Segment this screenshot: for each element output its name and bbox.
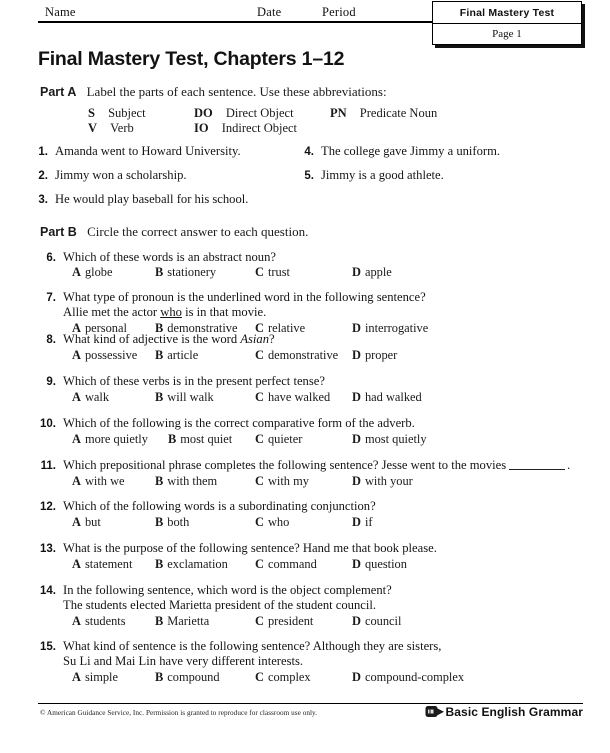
abbr-meaning-predicate-noun: Predicate Noun [359, 106, 438, 120]
choice-value-13-d: question [364, 557, 407, 571]
question-number-6: 6. [46, 252, 56, 264]
choice-letter-8-d: D [352, 348, 361, 362]
part-b-instructions: Circle the correct answer to each question. [87, 224, 309, 239]
choice-value-7-b: demonstrative [167, 321, 238, 335]
part-a-instructions: Label the parts of each sentence. Use these abbreviations: [86, 84, 387, 99]
choice-13-a[interactable] [72, 557, 132, 572]
copyright-notice: © American Guidance Service, Inc. Permission is granted to reproduce for classroom use only. [40, 709, 318, 717]
choice-value-14-d: council [364, 614, 402, 628]
abbreviation-predicate-noun [330, 106, 437, 121]
choice-9-c[interactable] [255, 390, 330, 405]
choice-letter-6-d: D [352, 265, 361, 279]
question-number-15: 15. [40, 641, 56, 653]
question-text-8 [63, 332, 275, 347]
choice-6-d[interactable] [352, 265, 392, 280]
choice-letter-10-b: B [168, 432, 177, 446]
choice-15-b[interactable] [155, 670, 220, 685]
choice-12-a[interactable] [72, 515, 101, 530]
question-number-3: 3. [38, 194, 48, 206]
choice-letter-7-c: C [255, 321, 264, 335]
choice-letter-12-b: B [155, 515, 164, 529]
choice-14-a[interactable] [72, 614, 126, 629]
part-a-label: Part A [40, 85, 77, 99]
choice-value-13-c: command [267, 557, 317, 571]
choice-value-7-a: personal [84, 321, 127, 335]
choice-value-9-d: had walked [364, 390, 422, 404]
question-8-post: ? [269, 332, 275, 346]
choice-value-11-b: with them [167, 474, 218, 488]
choice-letter-14-a: A [72, 614, 81, 628]
choice-value-8-a: possessive [84, 348, 138, 362]
choice-letter-8-c: C [255, 348, 264, 362]
question-text-15: What kind of sentence is the following sentence? Although they are sisters, [63, 639, 442, 653]
question-text-7: What type of pronoun is the underlined word in the following sentence? [63, 290, 426, 304]
abbr-code-io: IO [194, 121, 209, 135]
question-text-2: Jimmy won a scholarship. [55, 168, 187, 182]
question-number-14: 14. [40, 585, 56, 597]
choice-value-9-a: walk [84, 390, 110, 404]
question-number-9: 9. [46, 376, 56, 388]
question-text-13: What is the purpose of the following sentence? Hand me that book please. [63, 541, 437, 555]
choice-8-b[interactable] [155, 348, 198, 363]
test-name-label: Final Mastery Test [433, 2, 581, 24]
choice-value-14-a: students [84, 614, 126, 628]
question-sentence-14: The students elected Marietta president of the student council. [63, 598, 376, 612]
choice-letter-8-a: A [72, 348, 81, 362]
choice-letter-6-a: A [72, 265, 81, 279]
choice-value-15-d: compound-complex [364, 670, 465, 684]
question-11-post: . [567, 458, 571, 472]
part-a-heading [40, 84, 387, 100]
abbr-code-pn: PN [330, 106, 347, 120]
choice-value-12-d: if [364, 515, 373, 529]
question-number-1: 1. [38, 146, 48, 158]
choice-10-a[interactable] [72, 432, 148, 447]
choice-value-11-d: with your [364, 474, 413, 488]
name-field-label: Name [45, 5, 76, 19]
choice-letter-15-a: A [72, 670, 81, 684]
choice-letter-15-d: D [352, 670, 361, 684]
question-number-7: 7. [46, 292, 56, 304]
choice-value-12-c: who [267, 515, 290, 529]
choice-9-a[interactable] [72, 390, 109, 405]
choice-10-b[interactable] [168, 432, 232, 447]
choice-letter-11-c: C [255, 474, 264, 488]
choice-11-a[interactable] [72, 474, 125, 489]
choice-value-8-d: proper [364, 348, 398, 362]
choice-6-c[interactable] [255, 265, 290, 280]
abbr-code-do: DO [194, 106, 213, 120]
header-rule [38, 21, 448, 23]
abbreviation-verb [88, 121, 134, 136]
choice-value-6-d: apple [364, 265, 392, 279]
abbreviation-subject [88, 106, 146, 121]
choice-value-10-a: more quietly [84, 432, 148, 446]
choice-value-14-c: president [267, 614, 314, 628]
choice-letter-10-d: D [352, 432, 361, 446]
choice-6-a[interactable] [72, 265, 112, 280]
choice-letter-13-b: B [155, 557, 164, 571]
choice-value-8-c: demonstrative [267, 348, 339, 362]
date-field-label: Date [257, 5, 282, 19]
publisher-logo-icon [425, 705, 445, 719]
question-text-10: Which of the following is the correct comparative form of the adverb. [63, 416, 415, 430]
choice-value-12-b: both [167, 515, 190, 529]
question-text-3: He would play baseball for his school. [55, 192, 249, 206]
choice-letter-14-d: D [352, 614, 361, 628]
choice-value-9-c: have walked [267, 390, 331, 404]
sentence-7-pre: Allie met the actor [63, 305, 161, 319]
choice-letter-15-b: B [155, 670, 164, 684]
question-number-11: 11. [40, 460, 56, 472]
choice-value-10-d: most quietly [364, 432, 427, 446]
question-number-13: 13. [40, 543, 56, 555]
question-text-4: The college gave Jimmy a uniform. [321, 144, 501, 158]
choice-value-9-b: will walk [167, 390, 214, 404]
question-sentence-7 [63, 305, 266, 320]
choice-value-7-c: relative [267, 321, 306, 335]
question-text-14: In the following sentence, which word is the object complement? [63, 583, 392, 597]
underlined-word-7: who [160, 305, 182, 319]
choice-value-11-a: with we [84, 474, 125, 488]
choice-value-15-c: complex [267, 670, 311, 684]
choice-letter-7-b: B [155, 321, 164, 335]
choice-12-d[interactable] [352, 515, 373, 530]
choice-letter-9-c: C [255, 390, 264, 404]
question-text-9: Which of these verbs is in the present perfect tense? [63, 374, 325, 388]
abbr-meaning-indirect-object: Indirect Object [221, 121, 298, 135]
choice-letter-12-a: A [72, 515, 81, 529]
test-identifier-box [432, 1, 582, 45]
choice-15-d[interactable] [352, 670, 464, 685]
abbr-code-s: S [88, 106, 95, 120]
sentence-7-post: is in that movie. [181, 305, 267, 319]
part-b-label: Part B [40, 225, 77, 239]
choice-value-7-d: interrogative [364, 321, 429, 335]
italic-word-8: Asian [240, 332, 269, 346]
choice-value-13-b: exclamation [167, 557, 228, 571]
choice-value-15-a: simple [84, 670, 118, 684]
choice-letter-14-b: B [155, 614, 164, 628]
choice-14-d[interactable] [352, 614, 401, 629]
choice-8-c[interactable] [255, 348, 338, 363]
question-text-6: Which of these words is an abstract noun? [63, 250, 276, 264]
choice-letter-10-a: A [72, 432, 81, 446]
abbr-meaning-verb: Verb [110, 121, 134, 135]
choice-value-14-b: Marietta [167, 614, 210, 628]
abbr-code-v: V [88, 121, 98, 135]
page-header [0, 0, 610, 46]
question-text-1: Amanda went to Howard University. [55, 144, 241, 158]
choice-letter-7-a: A [72, 321, 81, 335]
choice-11-b[interactable] [155, 474, 217, 489]
choice-7-d[interactable] [352, 321, 428, 336]
choice-15-a[interactable] [72, 670, 118, 685]
question-8-pre: What kind of adjective is the word [63, 332, 241, 346]
choice-13-b[interactable] [155, 557, 228, 572]
question-number-12: 12. [40, 501, 56, 513]
question-number-8: 8. [46, 334, 56, 346]
choice-letter-12-c: C [255, 515, 264, 529]
question-text-5: Jimmy is a good athlete. [321, 168, 444, 182]
choice-12-b[interactable] [155, 515, 189, 530]
question-number-4: 4. [304, 146, 314, 158]
choice-value-11-c: with my [267, 474, 309, 488]
choice-letter-6-b: B [155, 265, 164, 279]
choice-letter-10-c: C [255, 432, 264, 446]
choice-value-6-c: trust [267, 265, 290, 279]
choice-14-c[interactable] [255, 614, 313, 629]
choice-12-c[interactable] [255, 515, 289, 530]
choice-14-b[interactable] [155, 614, 209, 629]
choice-13-c[interactable] [255, 557, 317, 572]
choice-10-c[interactable] [255, 432, 302, 447]
choice-8-d[interactable] [352, 348, 397, 363]
choice-9-b[interactable] [155, 390, 214, 405]
choice-11-d[interactable] [352, 474, 413, 489]
abbreviation-direct-object [194, 106, 294, 121]
choice-letter-14-c: C [255, 614, 264, 628]
page-number-label: Page 1 [492, 28, 522, 40]
brand-title: Basic English Grammar [445, 705, 583, 719]
choice-letter-9-b: B [155, 390, 164, 404]
question-sentence-15: Su Li and Mai Lin have very different interests. [63, 654, 304, 668]
choice-value-13-a: statement [84, 557, 133, 571]
choice-letter-13-d: D [352, 557, 361, 571]
choice-value-6-a: globe [84, 265, 113, 279]
choice-value-15-b: compound [167, 670, 220, 684]
choice-letter-13-a: A [72, 557, 81, 571]
question-text-11 [63, 458, 570, 473]
abbr-meaning-direct-object: Direct Object [225, 106, 294, 120]
choice-letter-9-d: D [352, 390, 361, 404]
period-field-label: Period [322, 5, 356, 19]
choice-letter-11-a: A [72, 474, 81, 488]
choice-8-a[interactable] [72, 348, 137, 363]
page-title: Final Mastery Test, Chapters 1–12 [38, 48, 345, 70]
fill-in-blank-11[interactable] [509, 459, 565, 470]
choice-letter-13-c: C [255, 557, 264, 571]
question-11-pre: Which prepositional phrase completes the following sentence? Jesse went to the movies [63, 458, 507, 472]
choice-15-c[interactable] [255, 670, 311, 685]
choice-letter-8-b: B [155, 348, 164, 362]
choice-value-10-b: most quiet [180, 432, 233, 446]
choice-9-d[interactable] [352, 390, 422, 405]
choice-10-d[interactable] [352, 432, 427, 447]
abbr-meaning-subject: Subject [108, 106, 146, 120]
choice-letter-6-c: C [255, 265, 264, 279]
choice-letter-9-a: A [72, 390, 81, 404]
abbreviation-indirect-object [194, 121, 297, 136]
question-number-2: 2. [38, 170, 48, 182]
question-text-12: Which of the following words is a subordinating conjunction? [63, 499, 376, 513]
choice-value-12-a: but [84, 515, 101, 529]
choice-value-8-b: article [167, 348, 199, 362]
part-b-heading [40, 224, 308, 240]
choice-letter-7-d: D [352, 321, 361, 335]
question-number-5: 5. [304, 170, 314, 182]
choice-6-b[interactable] [155, 265, 216, 280]
choice-letter-12-d: D [352, 515, 361, 529]
choice-value-6-b: stationery [167, 265, 217, 279]
choice-value-10-c: quieter [267, 432, 303, 446]
choice-letter-15-c: C [255, 670, 264, 684]
question-number-10: 10. [40, 418, 56, 430]
choice-letter-11-d: D [352, 474, 361, 488]
choice-11-c[interactable] [255, 474, 309, 489]
choice-13-d[interactable] [352, 557, 407, 572]
choice-letter-11-b: B [155, 474, 164, 488]
